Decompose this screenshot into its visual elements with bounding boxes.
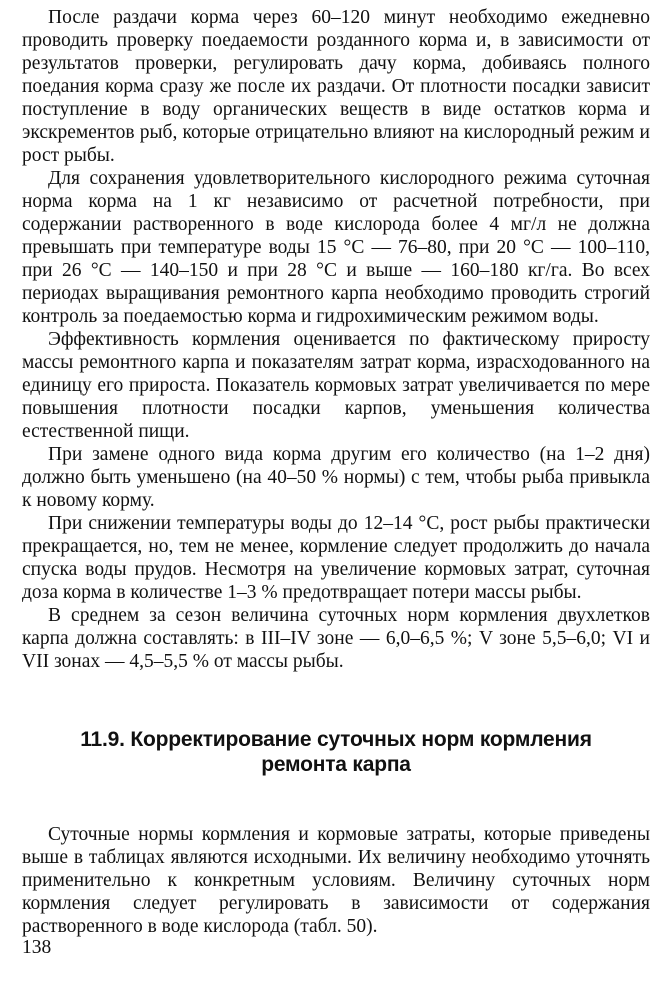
paragraph: В среднем за сезон величина суточных норм кормления двухлетков карпа должна составлять: в III–IV зоне — 6,0–6,5 %; V зоне 5,5–6,0; VI и VII зонах — 4,5–5,5 % от массы рыбы. bbox=[22, 605, 650, 672]
paragraph: Суточные нормы кормления и кормовые затраты, которые приведены выше в таблицах являются исходными. Их величину необходимо уточнять применительно к конкретным условиям. Величину суточных норм кормления следует регулировать в зависимости от содержания растворенного в воде кислорода (табл. 50). bbox=[22, 824, 650, 937]
paragraph: При замене одного вида корма другим его количество (на 1–2 дня) должно быть уменьшено (на 40–50 % нормы) с тем, чтобы рыба привыкла к новому корму. bbox=[22, 444, 650, 511]
paragraph: Для сохранения удовлетворительного кислородного режима суточная норма корма на 1 кг независимо от расчетной потребности, при содержании растворенного в воде кислорода более 4 мг/л не должна превышать при температуре воды 15 °C — 76–80, при 20 °C — 100–110, при 26 °C — 140–150 и при 28 °C и выше — 160–180 кг/га. Во всех периодах выращивания ремонтного карпа необходимо проводить строгий контроль за поедаемостью корма и гидрохимическим режимом воды. bbox=[22, 168, 650, 327]
section-title-line-1: 11.9. Корректирование суточных норм кормления bbox=[80, 728, 592, 751]
paragraph: После раздачи корма через 60–120 минут необходимо ежедневно проводить проверку поедаемости розданного корма и, в зависимости от результатов проверки, регулировать дачу корма, добиваясь полного поедания корма сразу же после их раздачи. От плотности посадки зависит поступление в воду органических веществ в виде остатков корма и экскрементов рыб, которые отрицательно влияют на кислородный режим и рост рыбы. bbox=[22, 7, 650, 166]
paragraph: Эффективность кормления оценивается по фактическому приросту массы ремонтного карпа и показателям затрат корма, израсходованного на единицу его прироста. Показатель кормовых затрат увеличивается по мере повышения плотности посадки карпов, уменьшения количества естественной пищи. bbox=[22, 329, 650, 442]
paragraph: При снижении температуры воды до 12–14 °C, рост рыбы практически прекращается, но, тем не менее, кормление следует продолжить до начала спуска воды прудов. Несмотря на увеличение кормовых затрат, суточная доза корма в количестве 1–3 % предотвращает потери массы рыбы. bbox=[22, 513, 650, 603]
section-title bbox=[22, 727, 650, 777]
section-title-line-2: ремонта карпа bbox=[261, 753, 411, 776]
document-page bbox=[22, 6, 650, 991]
page-number: 138 bbox=[22, 937, 52, 958]
